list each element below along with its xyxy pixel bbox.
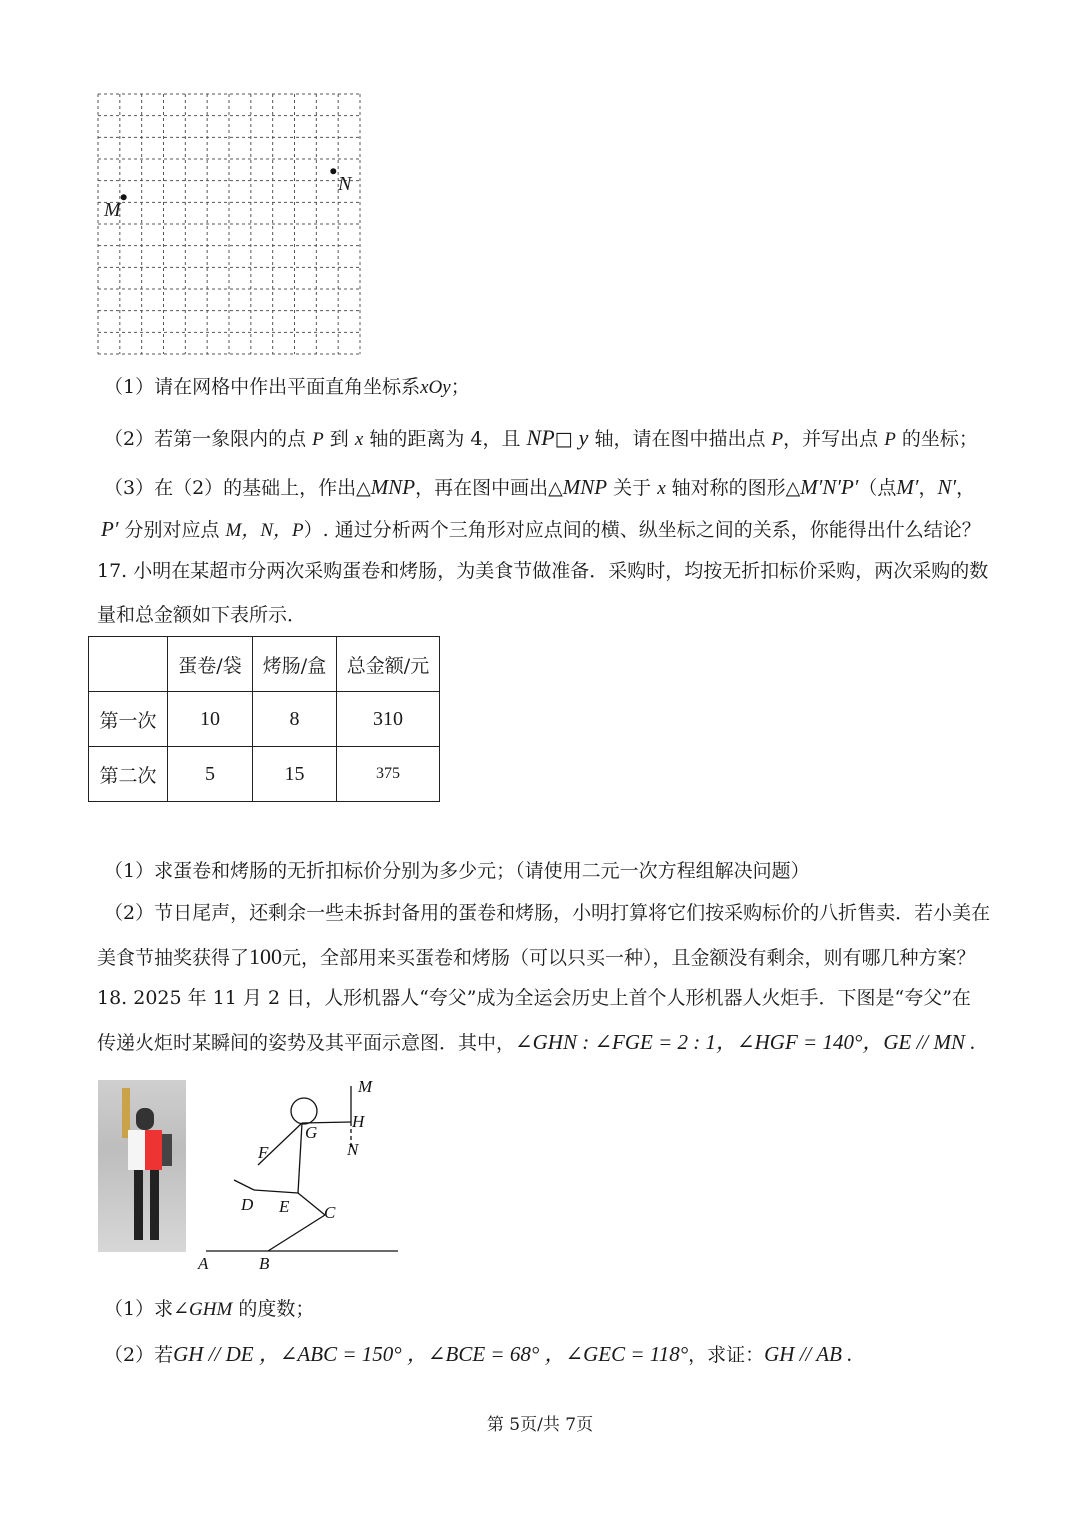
purchase-table xyxy=(88,636,440,802)
label-N: N xyxy=(347,1140,359,1159)
label-B: B xyxy=(259,1254,270,1273)
q18-part2: （2）若GH // DE ，∠ABC = 150° ，∠BCE = 68° ，∠GEC = 118°，求证：GH // AB . xyxy=(104,1342,853,1366)
table-cell: 375 xyxy=(337,747,440,802)
q18-intro-line1: 18. 2025 年 11 月 2 日，人形机器人“夸父”成为全运会历史上首个人形机器人火炬手．下图是“夸父”在 xyxy=(97,987,971,1009)
table-cell: 310 xyxy=(337,692,440,747)
q18-part1: （1）求∠GHM 的度数； xyxy=(104,1298,315,1320)
table-cell: 8 xyxy=(253,692,337,747)
page-footer: 第 5页/共 7页 xyxy=(486,1415,594,1435)
table-header-cell xyxy=(89,637,168,692)
table-cell: 第二次 xyxy=(89,747,168,802)
q18-intro-line2: 传递火炬时某瞬间的姿势及其平面示意图．其中，∠GHN : ∠FGE = 2 : 1，∠HGF = 140°，GE // MN . xyxy=(97,1030,976,1054)
robot-head-circle xyxy=(291,1098,317,1124)
table-header-row xyxy=(89,637,440,692)
segment-GE xyxy=(298,1123,302,1193)
q16-part2: （2）若第一象限内的点 P 到 x 轴的距离为 4，且 NP□ y 轴，请在图中描出点 P，并写出点 P 的坐标； xyxy=(104,425,978,450)
q17-part2-line1: （2）节日尾声，还剩余一些未拆封备用的蛋卷和烤肠，小明打算将它们按采购标价的八折售卖．若小美在 xyxy=(104,902,991,924)
label-M: M xyxy=(104,199,121,221)
q16-part1: （1）请在网格中作出平面直角坐标系xOy； xyxy=(104,376,470,398)
q17-intro-line1: 17. 小明在某超市分两次采购蛋卷和烤肠，为美食节做准备．采购时，均按无折扣标价采购，两次采购的数 xyxy=(97,560,989,582)
label-D: D xyxy=(241,1195,254,1214)
table-cell: 15 xyxy=(253,747,337,802)
point-M xyxy=(121,194,127,200)
point-N xyxy=(330,168,336,174)
segment-CE xyxy=(298,1193,325,1215)
label-N: N xyxy=(338,173,352,195)
table-cell: 10 xyxy=(168,692,253,747)
q17-part2-line2: 美食节抽奖获得了100元，全部用来买蛋卷和烤肠（可以只买一种），且金额没有剩余，则有哪几种方案？ xyxy=(97,944,976,969)
q17-part1: （1）求蛋卷和烤肠的无折扣标价分别为多少元；（请使用二元一次方程组解决问题） xyxy=(104,860,810,882)
label-F: F xyxy=(258,1143,269,1162)
segment-D-tail xyxy=(234,1180,254,1190)
label-E: E xyxy=(279,1197,290,1216)
robot-torchbearer-photo xyxy=(98,1080,186,1252)
table-header-cell: 烤肠/盒 xyxy=(253,637,337,692)
q16-part3-line1: （3）在（2）的基础上，作出△MNP，再在图中画出△MNP 关于 x 轴对称的图形△M′N′P′（点M′，N′， xyxy=(104,475,976,499)
table-header-cell: 总金额/元 xyxy=(337,637,440,692)
label-H: H xyxy=(352,1112,365,1131)
table-cell: 5 xyxy=(168,747,253,802)
table-row xyxy=(89,747,440,802)
label-C: C xyxy=(324,1203,336,1222)
segment-BC xyxy=(268,1215,325,1251)
robot-pose-diagram xyxy=(190,1072,410,1277)
coordinate-grid xyxy=(94,90,374,360)
segment-ED xyxy=(254,1190,298,1193)
q16-part3-line2: P′ 分别对应点 M，N，P）. 通过分析两个三角形对应点间的横、纵坐标之间的关系，你能得出什么结论？ xyxy=(101,517,981,541)
table-header-cell: 蛋卷/袋 xyxy=(168,637,253,692)
label-M: M xyxy=(358,1077,373,1096)
label-A: A xyxy=(198,1254,209,1273)
q17-intro-line2: 量和总金额如下表所示． xyxy=(97,604,307,626)
label-G: G xyxy=(305,1123,318,1142)
table-cell: 第一次 xyxy=(89,692,168,747)
table-row xyxy=(89,692,440,747)
